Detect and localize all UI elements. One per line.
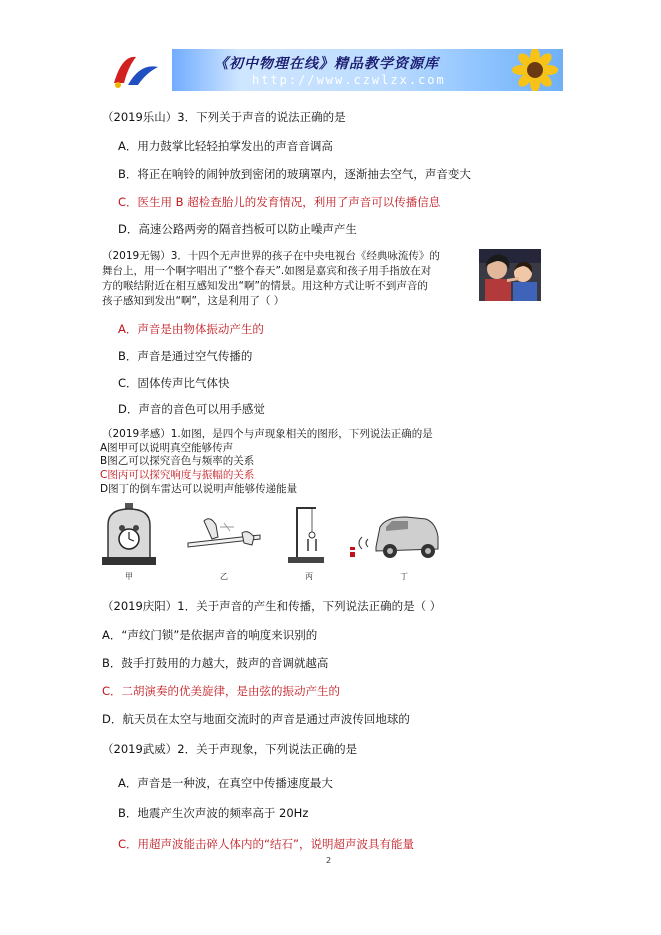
- ruler-on-table-icon: [184, 503, 264, 567]
- q1-option-a: A．用力鼓掌比轻轻拍掌发出的声音音调高: [118, 139, 333, 153]
- q1-option-d: D．高速公路两旁的隔音挡板可以防止噪声产生: [118, 222, 357, 236]
- q4-stem: （2019庆阳）1．关于声音的产生和传播，下列说法正确的是（ ）: [102, 599, 442, 613]
- q2-option-b: B．声音是通过空气传播的: [118, 349, 253, 363]
- banner-title: 《初中物理在线》精品教学资源库: [214, 56, 439, 72]
- figure-label-jia: 甲: [125, 572, 133, 581]
- q3-figures: [100, 503, 440, 583]
- q3-option-c-answer: C图丙可以探究响度与振幅的关系: [100, 469, 255, 481]
- q2-stem-line-1: （2019无锡）3．十四个无声世界的孩子在中央电视台《经典咏流传》的: [102, 250, 440, 262]
- q4-option-a: A．“声纹门锁”是依据声音的响度来识别的: [102, 628, 318, 642]
- q2-option-d: D．声音的音色可以用手感觉: [118, 402, 265, 416]
- q2-stem-line-4: 孩子感知到发出“啊”，这是利用了（ ）: [102, 295, 285, 307]
- q3-stem: （2019孝感）1.如图，是四个与声现象相关的图形，下列说法正确的是: [102, 428, 433, 440]
- q1-option-c-answer: C．医生用 B 超检查胎儿的发育情况，利用了声音可以传播信息: [118, 195, 441, 209]
- q2-option-a-answer: A．声音是由物体振动产生的: [118, 322, 264, 336]
- car-reverse-radar-icon: [346, 503, 440, 567]
- q3-option-a: A图甲可以说明真空能够传声: [100, 442, 234, 454]
- q3-option-d: D图丁的倒车雷达可以说明声能够传递能量: [100, 483, 298, 495]
- q5-option-c-answer: C．用超声波能击碎人体内的“结石”，说明超声波具有能量: [118, 837, 414, 851]
- q5-option-b: B．地震产生次声波的频率高于 20Hz: [118, 806, 309, 820]
- q5-option-a: A．声音是一种波，在真空中传播速度最大: [118, 776, 333, 790]
- q1-stem: （2019乐山）3．下列关于声音的说法正确的是: [102, 110, 346, 124]
- q4-option-d: D．航天员在太空与地面交流时的声音是通过声波传回地球的: [102, 712, 410, 726]
- figure-label-bing: 丙: [305, 572, 313, 581]
- q2-stem-line-3: 方的喉结附近在相互感知发出“啊”的情景。用这种方式让听不到声音的: [102, 280, 428, 292]
- figure-label-yi: 乙: [220, 572, 228, 581]
- header-banner: [102, 49, 563, 91]
- page-number: 2: [326, 856, 332, 865]
- q2-photo: [479, 249, 541, 301]
- sunflower-icon: [507, 49, 563, 91]
- q4-option-b: B．鼓手打鼓用的力越大，鼓声的音调就越高: [102, 656, 329, 670]
- q2-stem-line-2: 舞台上，用一个啊字唱出了“整个春天”.如图是嘉宾和孩子用手指放在对: [102, 265, 432, 277]
- site-logo-icon: [102, 49, 172, 91]
- q2-option-c: C．固体传声比气体快: [118, 376, 230, 390]
- banner-url: http://www.czwlzx.com: [252, 73, 446, 87]
- q5-stem: （2019武威）2．关于声现象，下列说法正确的是: [102, 742, 358, 756]
- tuning-fork-ball-icon: [286, 503, 326, 567]
- q1-option-b: B．将正在响铃的闹钟放到密闭的玻璃罩内，逐渐抽去空气，声音变大: [118, 167, 471, 181]
- q3-option-b: B图乙可以探究音色与频率的关系: [100, 455, 255, 467]
- q4-option-c-answer: C．二胡演奏的优美旋律，是由弦的振动产生的: [102, 684, 341, 698]
- figure-label-ding: 丁: [400, 572, 408, 581]
- bell-jar-clock-icon: [100, 503, 158, 567]
